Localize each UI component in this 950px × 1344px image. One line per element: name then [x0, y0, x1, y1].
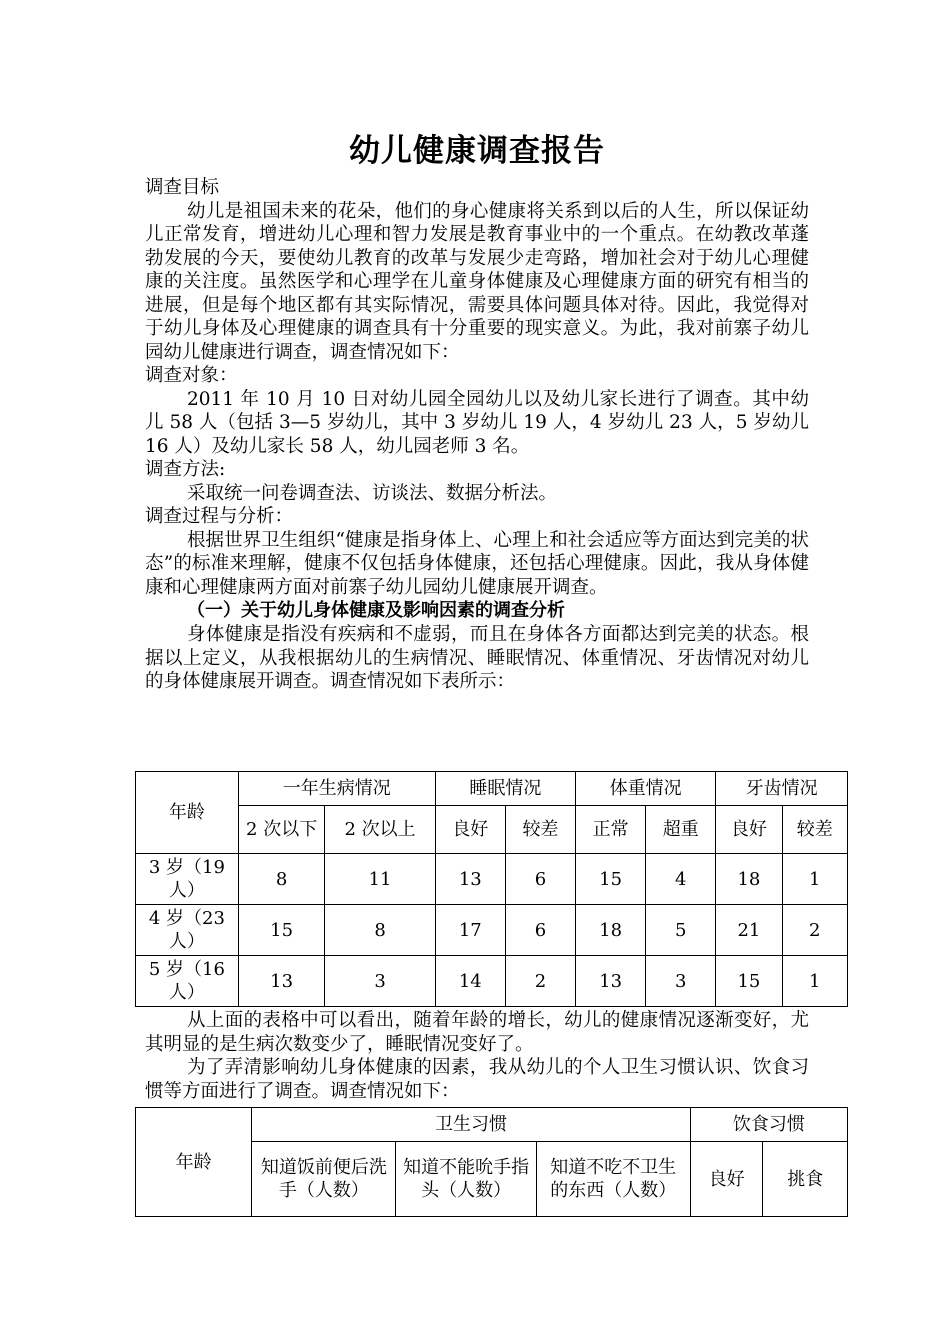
table2-subheader: 知道饭前便后洗手（人数）	[252, 1142, 396, 1217]
part1-paragraph: 身体健康是指没有疾病和不虚弱，而且在身体各方面都达到完美的状态。根据以上定义，从我根据幼儿的生病情况、睡眠情况、体重情况、牙齿情况对幼儿的身体健康展开调查。调查情况如下表所示：	[145, 624, 809, 692]
object-paragraph: 2011 年 10 月 10 日对幼儿园全园幼儿以及幼儿家长进行了调查。其中幼儿 58 人（包括 3—5 岁幼儿，其中 3 岁幼儿 19 人，4 岁幼儿 23 人，5 岁幼儿 16 人）及幼儿家长 58 人，幼儿园老师 3 名。	[145, 388, 809, 457]
table1-subheader: 正常	[576, 806, 646, 854]
table1-subheader: 2 次以上	[325, 806, 435, 854]
table1-cell: 6	[505, 854, 575, 905]
table2-group-hygiene: 卫生习惯	[252, 1108, 691, 1142]
table1-cell: 1	[782, 854, 848, 905]
table1-group-sleep: 睡眠情况	[435, 772, 575, 806]
table1-subheader: 较差	[505, 806, 575, 854]
table1-cell: 3	[325, 956, 435, 1007]
method-paragraph: 采取统一问卷调查法、访谈法、数据分析法。	[187, 482, 558, 504]
table1-age-cell: 3 岁（19 人）	[136, 854, 239, 905]
table1-cell: 13	[435, 854, 505, 905]
table1-cell: 15	[576, 854, 646, 905]
table1-cell: 14	[435, 956, 505, 1007]
table2-subheader: 挑食	[763, 1142, 848, 1217]
goal-paragraph: 幼儿是祖国未来的花朵，他们的身心健康将关系到以后的人生，所以保证幼儿正常发育，增进幼儿心理和智力发展是教育事业中的一个重点。在幼教改革蓬勃发展的今天，要使幼儿教育的改革与发展少走弯路，增加社会对于幼儿心理健康的关注度。虽然医学和心理学在儿童身体健康及心理健康方面的研究有相当的进展，但是每个地区都有其实际情况，需要具体问题具体对待。因此，我觉得对于幼儿身体及心理健康的调查具有十分重要的现实意义。为此，我对前寨子幼儿园幼儿健康进行调查，调查情况如下：	[145, 200, 809, 363]
table-row	[136, 905, 848, 956]
method-heading: 调查方法:	[145, 459, 226, 480]
table1-cell: 18	[716, 854, 782, 905]
table1-subheader: 2 次以下	[238, 806, 325, 854]
table1-subheader: 超重	[646, 806, 716, 854]
table1-age-cell: 4 岁（23 人）	[136, 905, 239, 956]
goal-heading: 调查目标	[145, 177, 220, 198]
table1-group-weight: 体重情况	[576, 772, 716, 806]
table1-cell: 5	[646, 905, 716, 956]
table1-subheader: 良好	[716, 806, 782, 854]
page-title: 幼儿健康调查报告	[349, 133, 605, 169]
table1-cell: 15	[238, 905, 325, 956]
habits-table	[135, 1107, 848, 1217]
table1-cell: 11	[325, 854, 435, 905]
table1-cell: 18	[576, 905, 646, 956]
table1-group-illness: 一年生病情况	[238, 772, 435, 806]
after-table1-block	[145, 1009, 809, 1103]
table1-cell: 2	[505, 956, 575, 1007]
process-heading: 调查过程与分析：	[145, 506, 294, 527]
table1-age-cell: 5 岁（16 人）	[136, 956, 239, 1007]
part1-heading: （一）关于幼儿身体健康及影响因素的调查分析	[187, 600, 565, 621]
table1-cell: 8	[238, 854, 325, 905]
table1-cell: 8	[325, 905, 435, 956]
table1-subheader: 良好	[435, 806, 505, 854]
table2-group-diet: 饮食习惯	[690, 1108, 847, 1142]
table2-age-header: 年龄	[136, 1108, 252, 1217]
table1-cell: 2	[782, 905, 848, 956]
table1-cell: 13	[576, 956, 646, 1007]
before-table2-paragraph: 为了弄清影响幼儿身体健康的因素，我从幼儿的个人卫生习惯认识、饮食习惯等方面进行了调查。调查情况如下：	[145, 1057, 809, 1102]
process-paragraph: 根据世界卫生组织“健康是指身体上、心理上和社会适应等方面达到完美的状态”的标准来理解，健康不仅包括身体健康，还包括心理健康。因此，我从身体健康和心理健康两方面对前寨子幼儿园幼儿健康展开调查。	[145, 529, 809, 598]
table2-subheader: 良好	[690, 1142, 763, 1217]
table1-cell: 17	[435, 905, 505, 956]
health-table	[135, 771, 848, 1007]
object-heading: 调查对象：	[145, 365, 238, 386]
table1-subheader: 较差	[782, 806, 848, 854]
table1-age-header: 年龄	[136, 772, 239, 854]
table1-cell: 1	[782, 956, 848, 1007]
table1-cell: 21	[716, 905, 782, 956]
table-row	[136, 854, 848, 905]
after-table1-paragraph: 从上面的表格中可以看出，随着年龄的增长，幼儿的健康情况逐渐变好，尤其明显的是生病次数变少了，睡眠情况变好了。	[145, 1010, 809, 1055]
table1-group-teeth: 牙齿情况	[716, 772, 848, 806]
table1-cell: 15	[716, 956, 782, 1007]
document-page	[145, 128, 809, 694]
table2-subheader: 知道不能吮手指头（人数）	[396, 1142, 536, 1217]
table-row	[136, 956, 848, 1007]
table1-cell: 3	[646, 956, 716, 1007]
table1-cell: 4	[646, 854, 716, 905]
table2-subheader: 知道不吃不卫生的东西（人数）	[536, 1142, 690, 1217]
table1-cell: 13	[238, 956, 325, 1007]
table1-cell: 6	[505, 905, 575, 956]
